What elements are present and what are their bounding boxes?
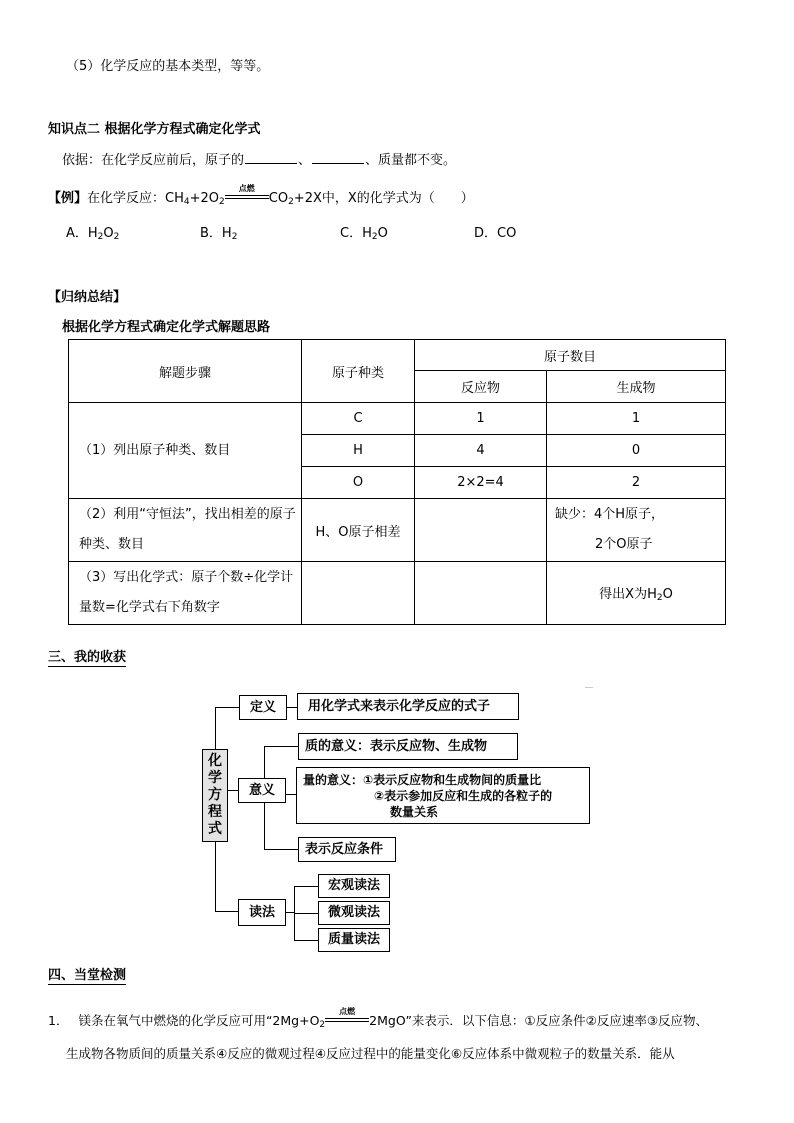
product-count: 1 (547, 403, 726, 435)
summary-table (68, 339, 726, 625)
missing-atoms (547, 499, 726, 562)
atom-kind: H (302, 435, 415, 467)
example-text-1: 在化学反应：CH (87, 191, 184, 206)
basis-sep: 、 (298, 153, 312, 168)
reaction-condition-arrow (225, 186, 269, 202)
step-1: （1）列出原子种类、数目 (69, 403, 302, 499)
diff-kind: H、O原子相差 (302, 499, 415, 562)
mindmap-reading-micro: 微观读法 (318, 901, 390, 925)
question-number: 1． (48, 1013, 69, 1028)
product-count: 2 (547, 467, 726, 499)
result-cell: 得出X为$H_2O$ (547, 562, 726, 625)
summary-subtitle: 根据化学方程式确定化学式解题思路 (62, 320, 271, 335)
header-kind: 原子种类 (302, 340, 415, 403)
condition-label: 点燃 (238, 184, 255, 193)
empty-cell (302, 562, 415, 625)
missing-line-1: 缺少：4个H原子， (555, 507, 665, 522)
mindmap-root: 化 学 方 程 式 (202, 749, 228, 842)
section-title-3: 三、我的收获 (48, 650, 127, 665)
subscript: 2 (288, 197, 294, 207)
reactant-count: 2×2=4 (415, 467, 547, 499)
reactant-count: 1 (415, 403, 547, 435)
missing-line-2: 2个O原子 (595, 537, 653, 552)
subscript: 2 (219, 197, 225, 207)
mindmap-meaning-label: 意义 (238, 778, 286, 803)
option-c[interactable]: C．$H_2O$ (340, 226, 388, 242)
example-text-3: CO (268, 191, 289, 206)
mindmap-quantitative: 量的意义：①表示反应物和生成物间的质量比 ②表示参加反应和生成的各粒子的 数量关系 (296, 767, 590, 824)
question-1-line-1: 1． 镁条在氧气中燃烧的化学反应可用“$2Mg+O_2$ 点燃 2MgO”来表示．以下信息：①反应条件②反应速率③反应物、 (48, 1007, 709, 1030)
example-text-2: +2O (189, 191, 220, 206)
reaction-condition-arrow: 点燃 (325, 1009, 369, 1025)
atom-kind: O (302, 467, 415, 499)
option-d[interactable]: D．CO (474, 226, 517, 241)
empty-cell (415, 562, 547, 625)
summary-header: 【归纳总结】 (48, 290, 127, 305)
mindmap-qualitative: 质的意义：表示反应物、生成物 (298, 733, 518, 760)
question-1-line-2: 生成物各物质间的质量关系④反应的微观过程④反应过程中的能量变化⑥反应体系中微观粒子的数量关系．能从 (66, 1046, 675, 1061)
example-text-4: +2X中，X的化学式为（ ） (293, 191, 474, 206)
example-question (48, 186, 474, 207)
reactant-count: 4 (415, 435, 547, 467)
mindmap-definition-text: 用化学式来表示化学反应的式子 (297, 693, 519, 720)
list-item-5: （5）化学反应的基本类型，等等。 (66, 59, 270, 74)
fill-blank-2[interactable] (312, 151, 364, 164)
step-3: （3）写出化学式：原子个数÷化学计量数=化学式右下角数字 (69, 562, 302, 625)
header-reactant: 反应物 (415, 371, 547, 403)
mindmap-condition: 表示反应条件 (298, 837, 396, 862)
mindmap-reading-macro: 宏观读法 (318, 874, 390, 898)
header-step: 解题步骤 (69, 340, 302, 403)
basis-prefix: 依据：在化学反应前后，原子的 (62, 153, 245, 168)
option-b[interactable]: B．$H_2$ (200, 226, 238, 242)
header-count: 原子数目 (415, 340, 726, 371)
mindmap-reading-mass: 质量读法 (318, 928, 390, 952)
header-product: 生成物 (547, 371, 726, 403)
basis-suffix: 、质量都不变。 (365, 153, 457, 168)
mindmap-definition-label: 定义 (239, 695, 287, 720)
section-title-4: 四、当堂检测 (48, 968, 127, 983)
product-count: 0 (547, 435, 726, 467)
subscript: 4 (183, 197, 190, 207)
mindmap-reading-label: 读法 (238, 899, 286, 926)
section-title-kp2: 知识点二 根据化学方程式确定化学式 (48, 122, 261, 137)
basis-line (62, 149, 456, 168)
option-a[interactable]: A．$H_2O_2$ (66, 226, 120, 242)
diff-reactant (415, 499, 547, 562)
example-tag: 【例】 (48, 191, 88, 206)
atom-kind: C (302, 403, 415, 435)
step-2: （2）利用“守恒法”，找出相差的原子种类、数目 (69, 499, 302, 562)
fill-blank-1[interactable] (245, 151, 297, 164)
